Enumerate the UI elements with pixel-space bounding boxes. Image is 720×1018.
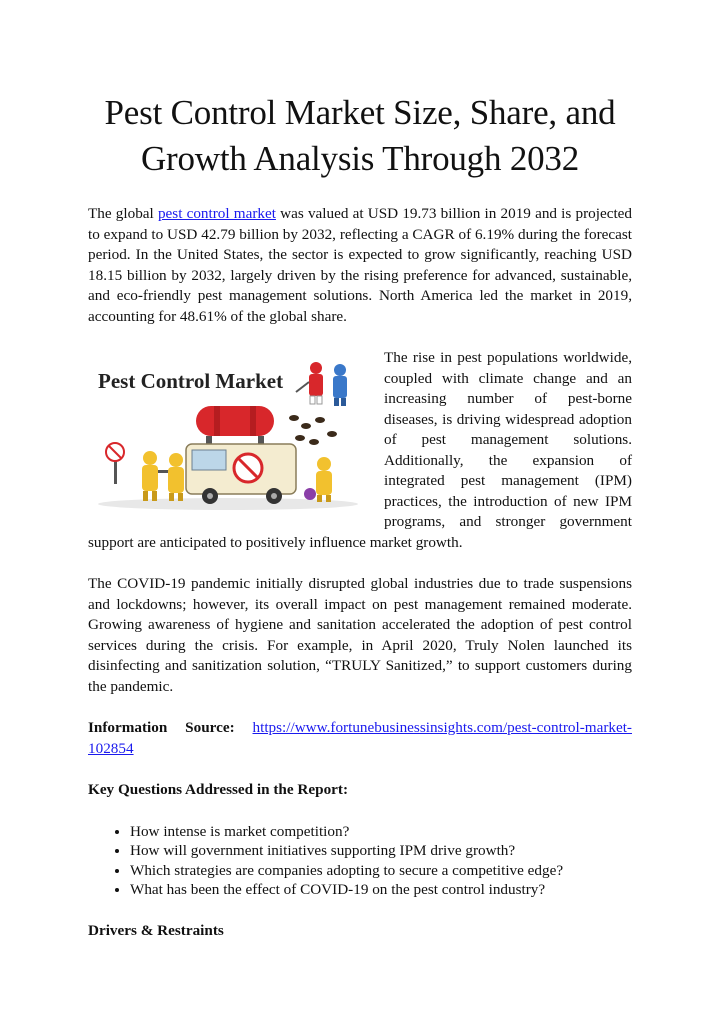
info-source-link[interactable]: https://www.fortunebusinessinsights.com/pest-control-market-102854	[88, 719, 632, 757]
intro-paragraph	[88, 204, 632, 327]
list-item: • Which strategies are companies adopting to secure a competitive edge?	[130, 861, 632, 881]
van-icon	[186, 444, 296, 504]
illustration-title: Pest Control Market	[98, 369, 284, 393]
pest-control-illustration	[88, 348, 370, 512]
page-title	[88, 0, 632, 182]
worker-red-sprayer-icon	[296, 362, 323, 404]
worker-yellow-left-icon	[142, 451, 172, 501]
no-pest-sign-icon	[106, 443, 124, 484]
covid-paragraph: The COVID-19 pandemic initially disrupted global industries due to trade suspensions and lockdowns; however, its overall impact on pest management remained moderate. Growing awareness of hygiene and sanitation accelerated the adoption of pest control services during the crisis. For example, in April 2020, Truly Nolen launched its disinfecting and sanitization solution, “TRULY Sanitized,” to support customers during the pandemic.	[88, 575, 632, 695]
list-item: • What has been the effect of COVID-19 on the pest control industry?	[130, 880, 632, 900]
intro-text-before: The global	[88, 205, 158, 222]
info-label: Information Source:	[88, 719, 235, 736]
pest-populations-paragraph: The rise in pest populations worldwide, coupled with climate change and an increasing number of pest-borne diseases, is driving widespread adoption of pest management solutions. Additionally, the expansion of integrated pest management (IPM) practices, the introduction of new IPM programs, and stronger government support are anticipated to positively influence market growth.	[88, 349, 632, 551]
information-source	[88, 718, 632, 759]
drivers-restraints-heading: Drivers & Restraints	[88, 921, 224, 939]
title-line-2: Growth Analysis Through 2032	[140, 139, 580, 178]
pest-insects-icon	[289, 415, 337, 445]
list-item: • How intense is market competition?	[130, 822, 632, 842]
pest-control-market-link[interactable]: pest control market	[157, 205, 276, 222]
worker-blue-sprayer-icon	[333, 364, 347, 406]
intro-text-after: was valued at USD 19.73 billion in 2019 and is projected to expand to USD 42.79 billion by 2032, reflecting a CAGR of 6.19% during the forecast period. In the United States, the sector is expected to grow significantly, reaching USD 18.15 billion by 2032, largely driven by the rising preference for advanced, sustainable, and eco-friendly pest management solutions. North America led the market in 2019, accounting for 48.61% of the global share.	[88, 205, 632, 325]
red-tank-icon	[196, 406, 274, 444]
list-item: • How will government initiatives supporting IPM drive growth?	[130, 841, 632, 861]
illustration-image	[88, 348, 370, 512]
title-line-1: Pest Control Market Size, Share, and	[104, 93, 616, 132]
worker-yellow-center-icon	[168, 453, 184, 501]
figure-section	[88, 348, 632, 553]
key-questions-heading: Key Questions Addressed in the Report:	[88, 781, 349, 798]
worker-yellow-right-icon	[304, 457, 332, 502]
questions-list	[88, 822, 632, 900]
